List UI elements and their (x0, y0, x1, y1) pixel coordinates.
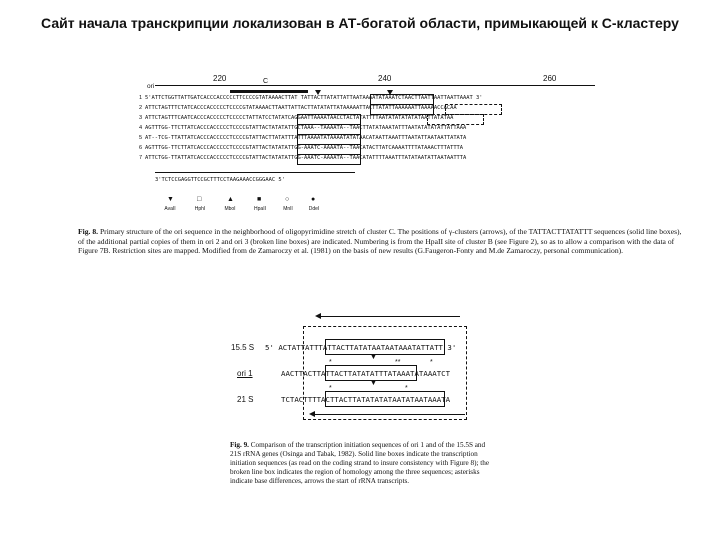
restriction-site-label: MnlI (283, 206, 293, 212)
sequence-text: ATTCTGG-TTATTATCACCCACCCCCTCCCCGTATTACTATATATTGG-AAATC-AAAATA--TAACATATTTTAAATTTATATAATATTAATAATTTA (145, 155, 467, 161)
restriction-site-marker: ▼ (167, 196, 174, 203)
figure-8-caption-text: Primary structure of the ori sequence in the neighborhood of oligopyrimidine stretch of cluster C. The positions of γ-clusters (arrows), of the TATTACTTATATTT sequences (solid line boxes), of the additional partial copies of them in ori 2 and ori 3 (broken line boxes) are indicated. Numbering is from the HpaII site of cluster B (see Figure 2), so as to allow a comparison with the data of Figure 7B. Restriction sites are mapped. Modified from de Zamaroczy et al. (1981) on the basis of new results (G.Faugeron-Fonty and M.de Zamaroczy, personal communication). (78, 227, 682, 256)
slide-title: Сайт начала транскрипции локализован в АТ-богатой области, примыкающей к С-кластеру (41, 15, 679, 31)
broken-box (427, 114, 484, 125)
solid-box (325, 339, 445, 355)
row-number: 1 (139, 95, 143, 101)
sequence-text: 5'ATTCTGGTTATTGATCACCCACCCCCTTCCCCGTATAAAACTTAT TATTACTTATATTATTAATAAAATATAAATCTAACTTAATTAATTAATTAAAT 3' (145, 95, 483, 101)
cluster-label: C (263, 78, 269, 85)
restriction-site-marker: □ (197, 196, 202, 203)
sequence-label: 15.5 S (231, 343, 255, 352)
figure-9-caption-text: Comparison of the transcription initiation sequences of ori 1 and of the 15.5S and 21S rRNA genes (Osinga and Tabak, 1982). Solid line boxes indicate the transcription initiation sequences (as read on the coding strand to insure consistency with Figure 8); the broken line box indicates the region of homology among the three sequences; asterisks indicate base differences, arrows the start of rRNA transcripts. (230, 441, 490, 486)
solid-box (325, 365, 417, 381)
sequence-label: ori 1 (237, 369, 253, 378)
figure-8-caption-label: Fig. 8. (78, 227, 99, 236)
figure-9-caption-label: Fig. 9. (230, 441, 249, 449)
sequence-text: 5' ACTATTATTTATTACTTATATAATAATAAATATTATT 3' (265, 343, 457, 352)
base-difference-asterisk: * (329, 385, 332, 392)
figure-9-caption (230, 441, 495, 486)
figure-8-sequence-alignment (139, 74, 595, 219)
row-number: 6 (139, 145, 143, 151)
homology-arrow-line (320, 316, 460, 317)
figure-8-caption (78, 227, 688, 256)
sequence-text: ATTCTAGTTTCAATCACCCACCCCCTCCCCCTATTATCCTATATCAGGAATTAAAATAACCTACTATATTTTAATATATATATATAATTATATAA (145, 115, 454, 121)
sequence-text: ATTCTAGTTTCTATCACCCACCCCCTCCCCGTATAAAACTTAATTATTACTTATATATTATAAAAATTACTTATATTAAAAAATTAAAAACCACAA (145, 105, 457, 111)
homology-arrow-head (315, 313, 321, 319)
bottom-arrow-head (309, 411, 315, 417)
solid-box (370, 104, 434, 115)
restriction-site-label: HpaII (254, 206, 266, 212)
transcript-start-arrow: ▼ (370, 380, 377, 387)
row-number: 7 (139, 155, 143, 161)
ruler-label-260: 260 (543, 74, 557, 83)
row-number: 5 (139, 135, 143, 141)
sequence-text: TCTACTTTTACTTACTTATATATATAATATAATAAATA (281, 395, 451, 404)
gamma-cluster-arrow (315, 90, 321, 95)
base-difference-asterisk: * (430, 359, 433, 366)
bottom-arrow-line (315, 414, 465, 415)
row-number: 2 (139, 105, 143, 111)
restriction-site-label: DdeI (308, 206, 320, 212)
cluster-c-bar (230, 90, 308, 93)
restriction-site-marker: ○ (285, 196, 290, 203)
restriction-site-label: HphI (194, 206, 206, 212)
complementary-strand (155, 177, 285, 183)
restriction-legend (155, 196, 335, 218)
restriction-site-marker: ● (311, 196, 316, 203)
solid-box (297, 154, 361, 165)
figure-9-sequence-comparison (225, 310, 515, 420)
base-difference-asterisk: * (329, 359, 332, 366)
base-difference-asterisk: * (405, 385, 408, 392)
restriction-site-label: AvaII (164, 206, 176, 212)
bottom-strand-bracket (155, 172, 355, 173)
ruler-label-240: 240 (378, 74, 392, 83)
sequence-text: AT--TCG-TTATTATCACCCACCCCCTCCCCGTATTACTTATATTTATTTAAAATATAAAATATATAACATAATTAAATTTAATATTAATAATTATATA (145, 135, 467, 141)
sequence-text: AGTTTGG-TTCTTATCACCCACCCCCTCCCCGTATTACTATATATTGG-AAATC-AAAATA--TAACATACTTATCAAAATTTTATAAACTTTATTTA (145, 145, 464, 151)
ruler-line (155, 85, 595, 86)
restriction-site-marker: ■ (257, 196, 262, 203)
restriction-site-label: MboI (224, 206, 236, 212)
complementary-strand-text: 3'TCTCCGAGGTTCCGCTTTCCTAAGAAACCGGGAAC 5' (155, 177, 285, 183)
solid-box (325, 391, 445, 407)
base-difference-asterisk: ** (395, 359, 401, 366)
sequence-label: 21 S (237, 395, 254, 404)
sequence-text: AACTTACTTATTACTTATATATTTATAAATATAAATCT (281, 369, 451, 378)
row-number: 3 (139, 115, 143, 121)
ruler-label-220: 220 (213, 74, 227, 83)
transcript-start-arrow: ▼ (370, 354, 377, 361)
gamma-cluster-arrow (387, 90, 393, 95)
sequence-text: AGTTTGG-TTCTTATCACCCACCCCCTCCCCGTATTACTATATATTGCTAAA--TAAAATA--TAACTTATATAAATATTTAATATATATATTATTAAA (145, 125, 467, 131)
row-number: 4 (139, 125, 143, 131)
restriction-site-marker: ▲ (227, 196, 234, 203)
ori-label: ori (147, 83, 155, 90)
